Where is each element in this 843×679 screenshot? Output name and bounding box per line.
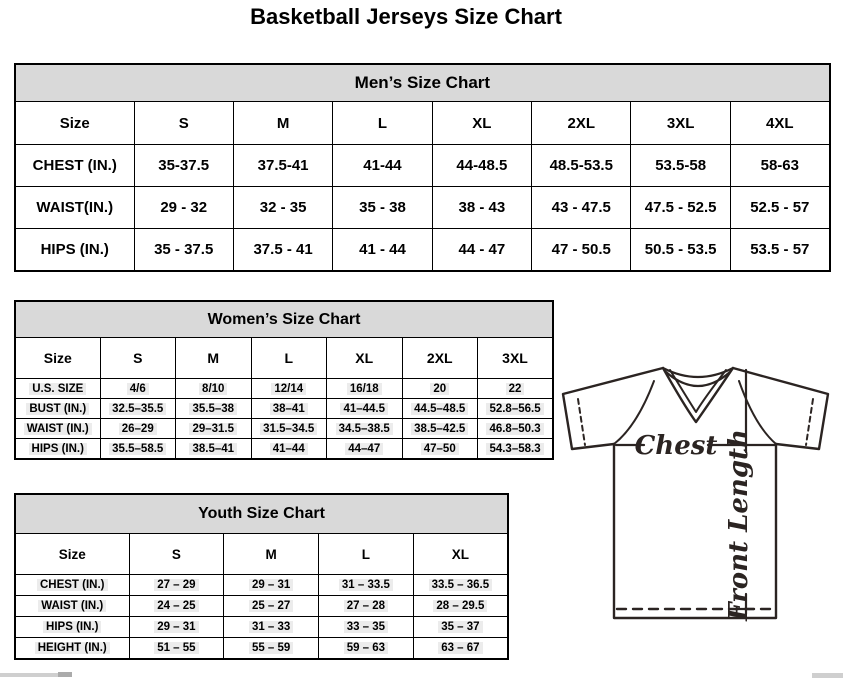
value-text: 38.5–41 bbox=[189, 443, 237, 455]
value-text: 31.5–34.5 bbox=[260, 423, 317, 435]
size-cell: 2XL bbox=[402, 338, 478, 379]
value-cell: 38 - 43 bbox=[432, 187, 531, 229]
size-cell: 2XL bbox=[532, 102, 631, 145]
value-text: 35.5–38 bbox=[189, 403, 237, 415]
value-cell bbox=[176, 379, 252, 399]
value-cell bbox=[402, 419, 478, 439]
youth-size-header-row bbox=[15, 534, 508, 575]
value-cell bbox=[129, 617, 224, 638]
size-cell: 3XL bbox=[478, 338, 554, 379]
size-cell: M bbox=[176, 338, 252, 379]
value-cell: 41 - 44 bbox=[333, 229, 432, 272]
mens-size-table bbox=[14, 63, 831, 272]
value-text: 44–47 bbox=[345, 443, 383, 455]
scrollbar-fragment-right[interactable] bbox=[812, 673, 843, 678]
value-cell: 47 - 50.5 bbox=[532, 229, 631, 272]
row-label-text: HIPS (IN.) bbox=[43, 621, 101, 633]
row-label bbox=[15, 617, 129, 638]
value-cell bbox=[327, 379, 403, 399]
value-cell: 47.5 - 52.5 bbox=[631, 187, 730, 229]
size-cell: XL bbox=[432, 102, 531, 145]
row-label bbox=[15, 419, 100, 439]
value-text: 33 – 35 bbox=[344, 621, 388, 633]
value-text: 35 – 37 bbox=[438, 621, 482, 633]
value-cell bbox=[176, 419, 252, 439]
size-cell: 4XL bbox=[730, 102, 829, 145]
table-row bbox=[15, 399, 553, 419]
value-text: 4/6 bbox=[127, 383, 149, 395]
front-length-label: Front Length bbox=[724, 429, 754, 621]
table-row bbox=[15, 575, 508, 596]
value-cell bbox=[319, 638, 414, 660]
row-label-text: WAIST (IN.) bbox=[24, 423, 92, 435]
value-text: 8/10 bbox=[199, 383, 227, 395]
value-text: 63 – 67 bbox=[438, 642, 482, 654]
row-label bbox=[15, 575, 129, 596]
jersey-diagram bbox=[550, 353, 843, 645]
value-cell bbox=[319, 575, 414, 596]
value-cell bbox=[176, 399, 252, 419]
size-cell: S bbox=[100, 338, 176, 379]
value-text: 26–29 bbox=[119, 423, 157, 435]
value-text: 38.5–42.5 bbox=[411, 423, 468, 435]
value-cell: 35 - 38 bbox=[333, 187, 432, 229]
value-cell bbox=[327, 439, 403, 460]
size-cell: L bbox=[319, 534, 414, 575]
value-text: 32.5–35.5 bbox=[109, 403, 166, 415]
value-cell bbox=[251, 439, 327, 460]
size-label-cell: Size bbox=[15, 534, 129, 575]
value-text: 44.5–48.5 bbox=[411, 403, 468, 415]
value-text: 16/18 bbox=[347, 383, 382, 395]
mens-table-title: Men’s Size Chart bbox=[15, 64, 830, 102]
value-cell: 35-37.5 bbox=[134, 145, 233, 187]
value-text: 22 bbox=[506, 383, 525, 395]
value-text: 54.3–58.3 bbox=[486, 443, 543, 455]
value-cell bbox=[251, 379, 327, 399]
value-cell bbox=[478, 399, 554, 419]
value-cell bbox=[176, 439, 252, 460]
chest-label: Chest bbox=[634, 431, 718, 461]
size-cell: 3XL bbox=[631, 102, 730, 145]
value-cell: 50.5 - 53.5 bbox=[631, 229, 730, 272]
value-cell bbox=[129, 596, 224, 617]
table-row bbox=[15, 187, 830, 229]
womens-size-header-row bbox=[15, 338, 553, 379]
value-cell bbox=[100, 419, 176, 439]
value-text: 29–31.5 bbox=[189, 423, 237, 435]
value-text: 29 – 31 bbox=[249, 579, 293, 591]
size-cell: S bbox=[134, 102, 233, 145]
value-cell: 41-44 bbox=[333, 145, 432, 187]
value-cell bbox=[224, 638, 319, 660]
size-label-cell: Size bbox=[15, 338, 100, 379]
value-cell: 37.5-41 bbox=[233, 145, 332, 187]
value-cell bbox=[100, 399, 176, 419]
value-cell bbox=[319, 617, 414, 638]
value-text: 55 – 59 bbox=[249, 642, 293, 654]
value-text: 47–50 bbox=[421, 443, 459, 455]
value-cell bbox=[251, 399, 327, 419]
row-label-text: WAIST (IN.) bbox=[38, 600, 106, 612]
value-cell: 53.5-58 bbox=[631, 145, 730, 187]
table-row bbox=[15, 617, 508, 638]
row-label-text: HEIGHT (IN.) bbox=[35, 642, 110, 654]
value-cell bbox=[413, 575, 508, 596]
value-cell: 37.5 - 41 bbox=[233, 229, 332, 272]
scrollbar-thumb-fragment[interactable] bbox=[58, 672, 72, 677]
value-cell bbox=[251, 419, 327, 439]
value-text: 28 – 29.5 bbox=[433, 600, 487, 612]
youth-size-table bbox=[14, 493, 509, 660]
value-text: 59 – 63 bbox=[344, 642, 388, 654]
value-cell bbox=[413, 617, 508, 638]
value-text: 41–44.5 bbox=[340, 403, 388, 415]
value-cell bbox=[224, 575, 319, 596]
row-label bbox=[15, 596, 129, 617]
value-cell: 44 - 47 bbox=[432, 229, 531, 272]
value-text: 33.5 – 36.5 bbox=[429, 579, 493, 591]
size-cell: XL bbox=[413, 534, 508, 575]
size-cell: L bbox=[333, 102, 432, 145]
size-cell: XL bbox=[327, 338, 403, 379]
size-cell: M bbox=[224, 534, 319, 575]
value-cell bbox=[402, 399, 478, 419]
row-label-text: U.S. SIZE bbox=[29, 383, 86, 395]
value-cell bbox=[100, 379, 176, 399]
value-cell bbox=[327, 419, 403, 439]
value-cell bbox=[224, 617, 319, 638]
value-text: 12/14 bbox=[271, 383, 306, 395]
size-cell: S bbox=[129, 534, 224, 575]
row-label bbox=[15, 439, 100, 460]
youth-table-title: Youth Size Chart bbox=[15, 494, 508, 534]
value-text: 35.5–58.5 bbox=[109, 443, 166, 455]
value-text: 46.8–50.3 bbox=[486, 423, 543, 435]
value-text: 51 – 55 bbox=[154, 642, 198, 654]
value-cell: 44-48.5 bbox=[432, 145, 531, 187]
table-row bbox=[15, 229, 830, 272]
row-label-text: CHEST (IN.) bbox=[37, 579, 108, 591]
womens-table-title: Women’s Size Chart bbox=[15, 301, 553, 338]
table-row bbox=[15, 379, 553, 399]
value-text: 24 – 25 bbox=[154, 600, 198, 612]
value-cell: 32 - 35 bbox=[233, 187, 332, 229]
value-text: 31 – 33.5 bbox=[339, 579, 393, 591]
value-text: 20 bbox=[430, 383, 449, 395]
value-cell bbox=[224, 596, 319, 617]
row-label: WAIST(IN.) bbox=[15, 187, 134, 229]
row-label-text: HIPS (IN.) bbox=[29, 443, 87, 455]
jersey-left-cuff-dashes bbox=[578, 399, 585, 445]
womens-size-table bbox=[14, 300, 554, 460]
table-row bbox=[15, 419, 553, 439]
mens-size-header-row bbox=[15, 102, 830, 145]
value-cell: 29 - 32 bbox=[134, 187, 233, 229]
value-cell: 53.5 - 57 bbox=[730, 229, 829, 272]
value-cell: 52.5 - 57 bbox=[730, 187, 829, 229]
value-cell bbox=[327, 399, 403, 419]
value-cell: 35 - 37.5 bbox=[134, 229, 233, 272]
value-text: 25 – 27 bbox=[249, 600, 293, 612]
scrollbar-fragment-left[interactable] bbox=[0, 673, 58, 677]
row-label bbox=[15, 399, 100, 419]
size-cell: M bbox=[233, 102, 332, 145]
value-text: 38–41 bbox=[270, 403, 308, 415]
row-label-text: BUST (IN.) bbox=[26, 403, 89, 415]
value-text: 27 – 29 bbox=[154, 579, 198, 591]
value-cell: 48.5-53.5 bbox=[532, 145, 631, 187]
row-label: CHEST (IN.) bbox=[15, 145, 134, 187]
value-text: 29 – 31 bbox=[154, 621, 198, 633]
value-cell bbox=[129, 638, 224, 660]
value-cell bbox=[100, 439, 176, 460]
value-text: 41–44 bbox=[270, 443, 308, 455]
table-row bbox=[15, 439, 553, 460]
value-cell bbox=[478, 419, 554, 439]
jersey-right-cuff-dashes bbox=[806, 399, 813, 445]
value-cell bbox=[478, 379, 554, 399]
table-row bbox=[15, 638, 508, 660]
value-text: 34.5–38.5 bbox=[336, 423, 393, 435]
value-cell bbox=[129, 575, 224, 596]
value-text: 27 – 28 bbox=[344, 600, 388, 612]
table-row bbox=[15, 145, 830, 187]
row-label bbox=[15, 379, 100, 399]
row-label bbox=[15, 638, 129, 660]
value-cell bbox=[478, 439, 554, 460]
value-cell bbox=[413, 596, 508, 617]
size-label-cell: Size bbox=[15, 102, 134, 145]
value-text: 52.8–56.5 bbox=[486, 403, 543, 415]
value-cell: 43 - 47.5 bbox=[532, 187, 631, 229]
value-cell bbox=[319, 596, 414, 617]
value-cell bbox=[402, 439, 478, 460]
value-text: 31 – 33 bbox=[249, 621, 293, 633]
value-cell bbox=[413, 638, 508, 660]
table-row bbox=[15, 596, 508, 617]
page-title: Basketball Jerseys Size Chart bbox=[250, 4, 562, 29]
value-cell bbox=[402, 379, 478, 399]
value-cell: 58-63 bbox=[730, 145, 829, 187]
row-label: HIPS (IN.) bbox=[15, 229, 134, 272]
size-cell: L bbox=[251, 338, 327, 379]
